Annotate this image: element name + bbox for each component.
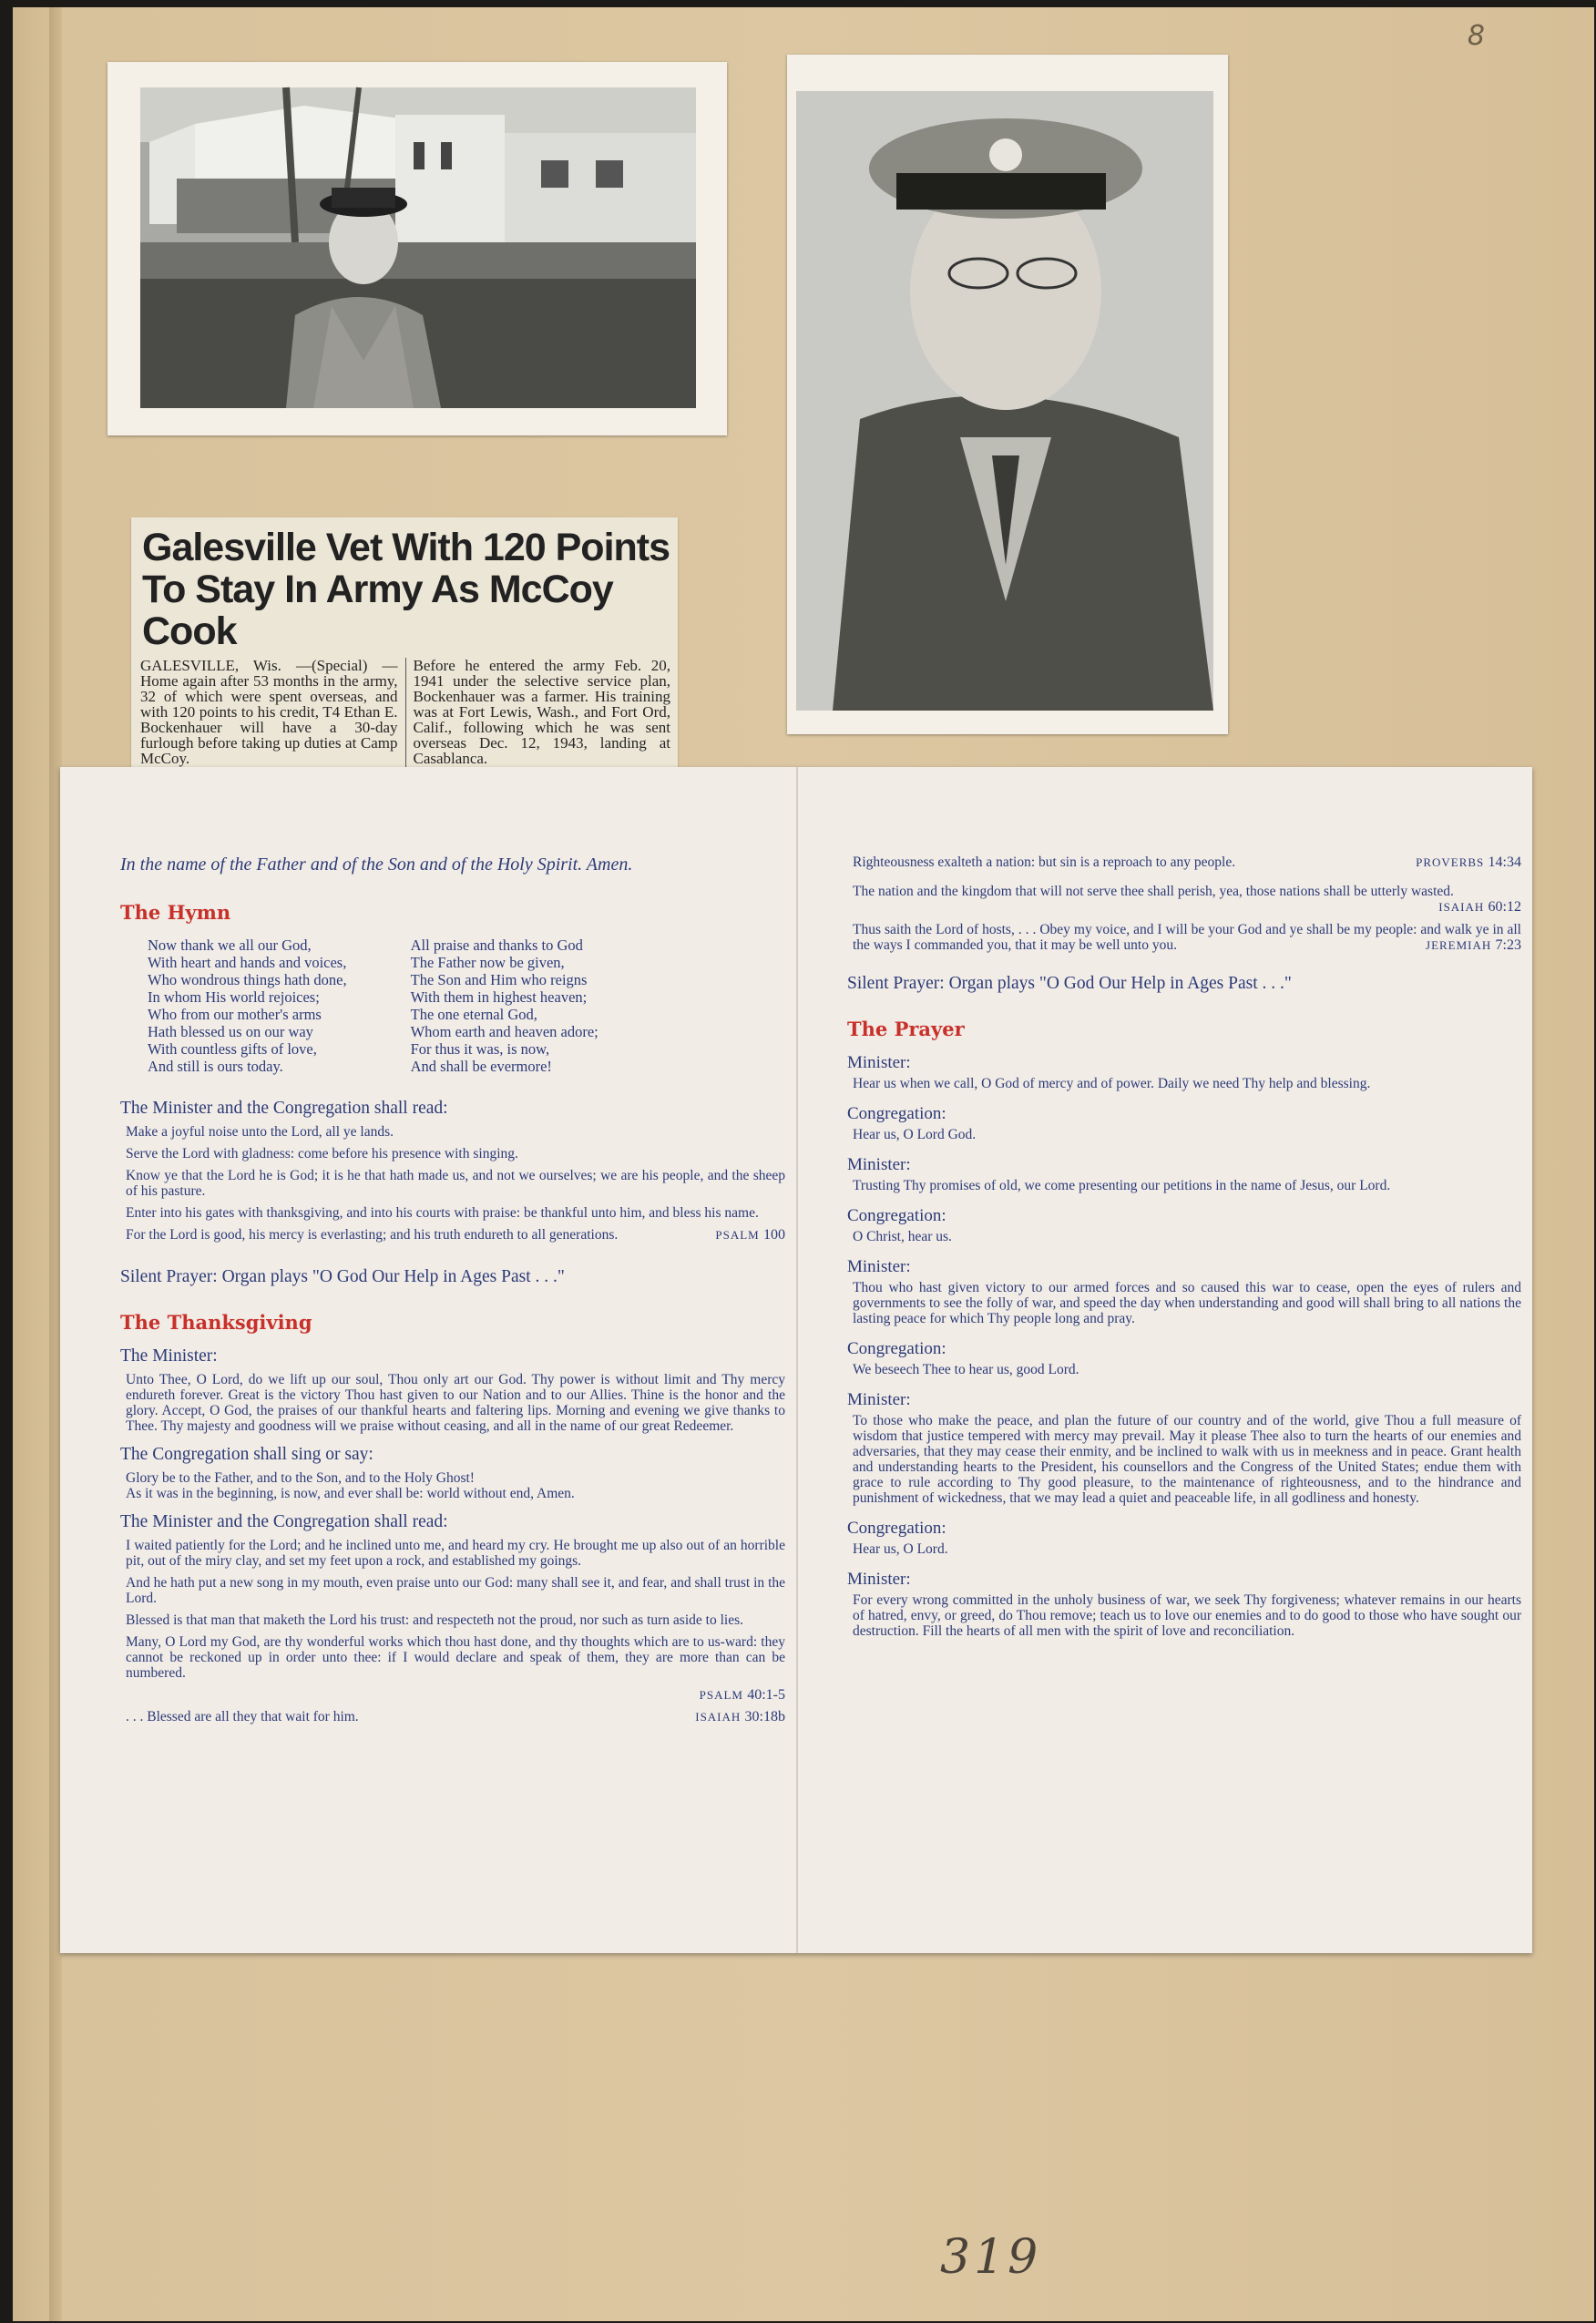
hymn-line: In whom His world rejoices; (148, 988, 320, 1006)
litany-text: For every wrong committed in the unholy business of war, we seek Thy forgiveness; whatever remains in our hearts of hatred, envy, or greed, do Thou remove; teach us to love our enemies and to do good to those who have sought our destruction. Fill the hearts of all men with the spirit of love and reconciliation. (853, 1592, 1521, 1639)
litany-text: Trusting Thy promises of old, we come presenting our petitions in the name of Jesus, our Lord. (853, 1178, 1391, 1193)
citation-number: 60:12 (1488, 899, 1521, 915)
program-left-column (120, 854, 785, 1731)
psalm100-line: Know ye that the Lord he is God; it is he that hath made us, and not we ourselves; we are his people, and the sheep of his pasture. (126, 1168, 785, 1199)
litany-text: Thou who hast given victory to our armed forces and so caused this war to cease, open the eyes of rulers and governments to see the folly of war, and speed the day when understanding and good will shall bring to all nations the lasting peace for which Thy people long and pray. (853, 1280, 1521, 1326)
litany-role: Minister: (847, 1053, 911, 1072)
rubric-congregation-sing: The Congregation shall sing or say: (120, 1445, 373, 1464)
portrait-illustration (796, 91, 1213, 711)
psalm40-line: Blessed is that man that maketh the Lord his trust: and respecteth not the proud, nor such as turn aside to lies. (126, 1612, 743, 1628)
service-program (60, 767, 1532, 1953)
isaiah60-citation (1438, 899, 1521, 915)
rubric-responsive-reading-2: The Minister and the Congregation shall read: (120, 1512, 448, 1531)
citation-book: JEREMIAH (1426, 938, 1492, 952)
psalm100-line (126, 1227, 785, 1243)
litany-role: Minister: (847, 1390, 911, 1409)
hymn-line: The one eternal God, (410, 1006, 537, 1023)
clipping-headline-line1: Galesville Vet With 120 Points (142, 526, 670, 569)
litany-role: Congregation: (847, 1206, 946, 1225)
proverbs-verse (853, 854, 1521, 870)
hymn-line: All praise and thanks to God (410, 936, 583, 954)
gloria-line-1: Glory be to the Father, and to the Son, and to the Holy Ghost! (126, 1470, 475, 1486)
hymn-line: Now thank we all our God, (148, 936, 312, 954)
thanksgiving-heading: The Thanksgiving (120, 1311, 312, 1334)
citation-book: PSALM (699, 1688, 743, 1702)
citation-book: ISAIAH (1438, 900, 1485, 914)
program-right-column (847, 854, 1521, 1645)
hymn-line: Whom earth and heaven adore; (410, 1023, 598, 1040)
litany-role: Congregation: (847, 1339, 946, 1358)
prayer-heading: The Prayer (847, 1018, 965, 1040)
psalm40-line: Many, O Lord my God, are thy wonderful works which thou hast done, and thy thoughts which are to us-ward: they cannot be reckoned up in order unto thee: if I would declare and speak of them, they are more than can be numbered. (126, 1634, 785, 1681)
hymn-line: With them in highest heaven; (410, 988, 588, 1006)
citation-book: PSALM (715, 1228, 760, 1242)
corner-mark: 8 (1467, 20, 1485, 52)
psalm100-line: Make a joyful noise unto the Lord, all ye lands. (126, 1124, 394, 1140)
hymn-line: The Son and Him who reigns (410, 971, 588, 988)
isaiah30-line (126, 1709, 785, 1724)
hymn-line: With heart and hands and voices, (148, 954, 347, 971)
psalm100-line: Serve the Lord with gladness: come before his presence with singing. (126, 1146, 518, 1162)
newspaper-clipping (131, 517, 678, 774)
clipping-headline-line2: To Stay In Army As McCoy Cook (142, 568, 613, 653)
litany-role: Minister: (847, 1155, 911, 1174)
citation-number: 14:34 (1488, 854, 1521, 870)
scrapbook-page (13, 7, 1594, 2321)
proverbs-text: Righteousness exalteth a nation: but sin is a reproach to any people. (853, 854, 1236, 870)
proverbs-citation (1416, 854, 1521, 870)
litany (847, 1053, 1521, 1639)
hymn-line: And shall be evermore! (410, 1058, 552, 1075)
psalm40-citation (126, 1687, 785, 1703)
hymn-heading: The Hymn (120, 901, 231, 924)
hymn-line: Who from our mother's arms (148, 1006, 322, 1023)
clipping-col1-para1: GALESVILLE, Wis. —(Special) —Home again after 53 months in the army, 32 of which were spent overseas, and with 120 points to his credit, T4 Ethan E. Bockenhauer will have a 30-day furlough before taking up duties at Camp McCoy. (140, 657, 398, 767)
rubric-responsive-reading: The Minister and the Congregation shall read: (120, 1099, 448, 1118)
citation-number: 100 (763, 1227, 785, 1243)
litany-role: Minister: (847, 1257, 911, 1276)
hymn-verse-left (148, 936, 347, 1075)
litany-role: Congregation: (847, 1104, 946, 1123)
litany-role: Minister: (847, 1570, 911, 1589)
isaiah30-citation (695, 1709, 785, 1724)
citation-book: PROVERBS (1416, 855, 1485, 869)
clipping-headline (131, 517, 678, 652)
litany-text: Hear us, O Lord God. (853, 1127, 977, 1142)
litany-role: Congregation: (847, 1519, 946, 1538)
citation-number: 40:1-5 (747, 1687, 785, 1703)
invocation: In the name of the Father and of the Son and of the Holy Spirit. Amen. (120, 854, 633, 875)
photo-soldier-outdoors (107, 62, 727, 435)
psalm100-line: Enter into his gates with thanksgiving, and into his courts with praise: be thankful unto him, and bless his name. (126, 1205, 759, 1221)
citation-book: ISAIAH (695, 1710, 742, 1724)
litany-text: O Christ, hear us. (853, 1229, 952, 1244)
jeremiah-citation (1426, 937, 1521, 953)
the-minister-label: The Minister: (120, 1346, 218, 1366)
psalm100-citation (715, 1227, 785, 1243)
photo-soldier-outdoors-image (140, 87, 696, 408)
program-fold-line (796, 767, 798, 1953)
psalm40-line: And he hath put a new song in my mouth, even praise unto our God: many shall see it, and fear, and shall trust in the Lord. (126, 1575, 785, 1606)
citation-number: 30:18b (744, 1709, 785, 1724)
hymn-line: Hath blessed us on our way (148, 1023, 313, 1040)
page-number: 319 (940, 2230, 1042, 2285)
psalm40-line: I waited patiently for the Lord; and he inclined unto me, and heard my cry. He brought me up also out of an horrible pit, out of the miry clay, and set my feet upon a rock, and established my goings. (126, 1538, 785, 1569)
hymn-line: With countless gifts of love, (148, 1040, 317, 1058)
hymn-line: For thus it was, is now, (410, 1040, 550, 1058)
outdoor-scene-illustration (140, 87, 696, 408)
isaiah60-text: The nation and the kingdom that will not serve thee shall perish, yea, those nations shall be utterly wasted. (853, 884, 1454, 899)
litany-text: Hear us when we call, O God of mercy and of power. Daily we need Thy help and blessing. (853, 1076, 1371, 1091)
photo-officer-portrait (787, 55, 1228, 734)
hymn-verse-right (411, 936, 598, 1075)
blessed-wait-text: . . . Blessed are all they that wait for him. (126, 1709, 359, 1724)
jeremiah-verse (853, 922, 1521, 953)
hymn-line: And still is ours today. (148, 1058, 283, 1075)
thanksgiving-prayer: Unto Thee, O Lord, do we lift up our soul, Thou only art our God. Thy power is without limit and Thy mercy endureth forever. Great is the victory Thou hast given to our Nation and to our Allies. Thine is the honor and the glory. Accept, O God, the praises of our thankful hearts and faltering lips. Morning and evening we give thanks to Thee. Thy majesty and goodness will we praise without ceasing, and all in the name of our great Redeemer. (126, 1372, 785, 1434)
photo-officer-portrait-image (796, 91, 1213, 711)
hymn-line: Who wondrous things hath done, (148, 971, 347, 988)
silent-prayer-left: Silent Prayer: Organ plays "O God Our Help in Ages Past . . ." (120, 1267, 565, 1286)
psalm100-last-line: For the Lord is good, his mercy is everlasting; and his truth endureth to all generations. (126, 1227, 619, 1243)
litany-text: To those who make the peace, and plan the future of our country and of the world, give Thou a full measure of wisdom that justice tempered with mercy may prevail. May it please Thee also to turn the hearts of our enemies and adversaries, that they may cease their enmity, and be inclined to walk with us in meekness and in peace. Grant health and understanding hearts to the President, his counsellors and the Congress of the United States; endue them with grace to rule according to Thy good pleasure, to the maintenance of righteousness, and to the hindrance and punishment of wickedness, that we may lead a quiet and peaceable life, in all godliness and honesty. (853, 1413, 1521, 1506)
clipping-col2-para1: Before he entered the army Feb. 20, 1941 under the selective service plan, Bockenhauer was a farmer. His training was at Fort Lewis, Wash., and Fort Ord, Calif., following which he was sent overseas Dec. 12, 1943, landing at Casablanca. (413, 657, 670, 767)
hymn-line: The Father now be given, (410, 954, 565, 971)
isaiah60-verse (853, 884, 1521, 915)
jeremiah-text: Thus saith the Lord of hosts, . . . Obey my voice, and I will be your God and ye shall be my people: and walk ye in all the ways I commanded you, that it may be well unto you. (853, 922, 1521, 953)
litany-text: Hear us, O Lord. (853, 1541, 948, 1557)
silent-prayer-right: Silent Prayer: Organ plays "O God Our Help in Ages Past . . ." (847, 974, 1292, 993)
hymn-verses (148, 936, 785, 1075)
litany-text: We beseech Thee to hear us, good Lord. (853, 1362, 1079, 1377)
gloria-line-2: As it was in the beginning, is now, and ever shall be: world without end, Amen. (126, 1486, 575, 1501)
citation-number: 7:23 (1495, 937, 1521, 953)
